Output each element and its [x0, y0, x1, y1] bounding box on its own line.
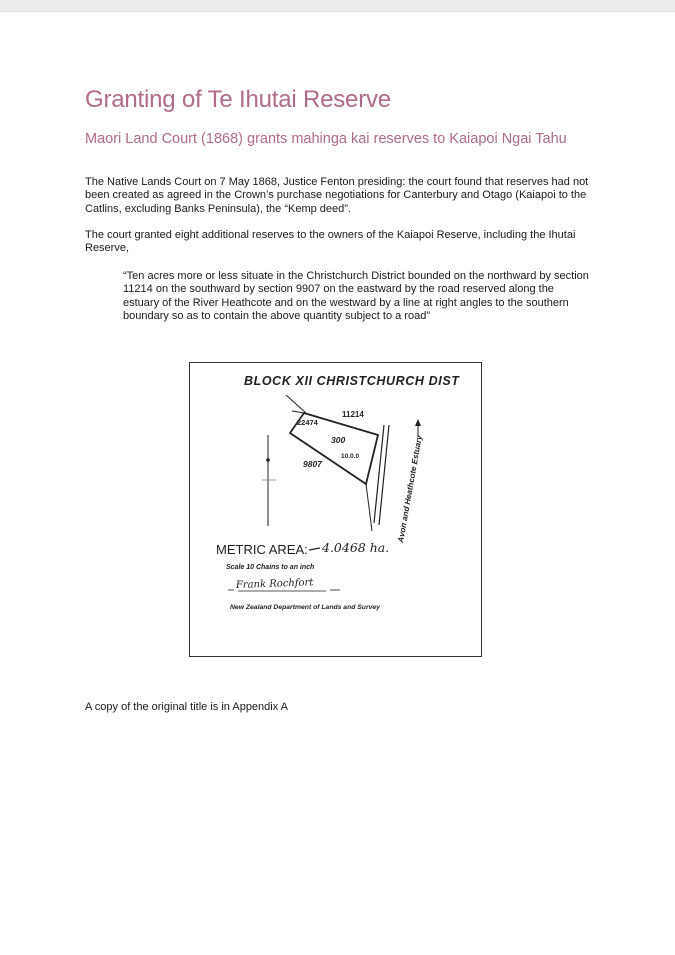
boundary-line-west: [292, 411, 304, 413]
survey-plan-figure: [189, 362, 482, 657]
paragraph-court-finding: The Native Lands Court on 7 May 1868, Justice Fenton presiding: the court found that reserves had not been created as agreed in the Crown’s purchase negotiations for Canterbury and Otago (Kaiapoi to the Catlins, excluding Banks Peninsula), the “Kemp deed”.: [85, 176, 589, 215]
plan-scale: Scale 10 Chains to an inch: [226, 564, 315, 571]
section-label-west: 22474: [297, 418, 318, 427]
appendix-note: A copy of the original title is in Appendix A: [85, 701, 289, 713]
survey-department: New Zealand Department of Lands and Survey: [230, 604, 380, 611]
boundary-line-south-east: [366, 484, 372, 531]
boundary-line-north-west: [286, 395, 306, 413]
survey-plan-drawing: [190, 363, 481, 656]
metric-area-value: 4.0468 ha.: [322, 540, 390, 555]
plan-heading: BLOCK XII CHRISTCHURCH DIST: [244, 374, 460, 388]
top-bar: [0, 0, 675, 12]
page-subtitle: Maori Land Court (1868) grants mahinga kai reserves to Kaiapoi Ngai Tahu: [85, 131, 567, 147]
metric-area-label: METRIC AREA:: [216, 542, 308, 557]
road-line-inner: [374, 425, 384, 523]
road-line-outer: [379, 425, 389, 525]
metric-area-dash: [309, 548, 320, 550]
surveyor-signature: Frank Rochfort: [235, 577, 314, 591]
section-label-south: 9807: [303, 459, 322, 469]
paragraph-reserves-granted: The court granted eight additional reserves to the owners of the Kaiapoi Reserve, including the Ihutai Reserve,: [85, 229, 576, 255]
parcel-area-label: 10.0.0: [341, 453, 360, 460]
road-label: Avon and Heathcote Estuary: [396, 434, 424, 544]
north-arrow-head-icon: [415, 419, 421, 426]
section-label-reserve: 300: [331, 435, 346, 445]
reserve-description-quote: “Ten acres more or less situate in the Christchurch District bounded on the northward by section 11214 on the southward by section 9907 on the eastward by the road reserved along the estuary of the River Heathcote and on the westward by a line at right angles to the southern boundary so as to contain the above quantity subject to a road”: [123, 270, 589, 323]
page-title: Granting of Te Ihutai Reserve: [85, 86, 391, 113]
reference-point: [266, 458, 270, 462]
section-label-north: 11214: [342, 410, 364, 419]
